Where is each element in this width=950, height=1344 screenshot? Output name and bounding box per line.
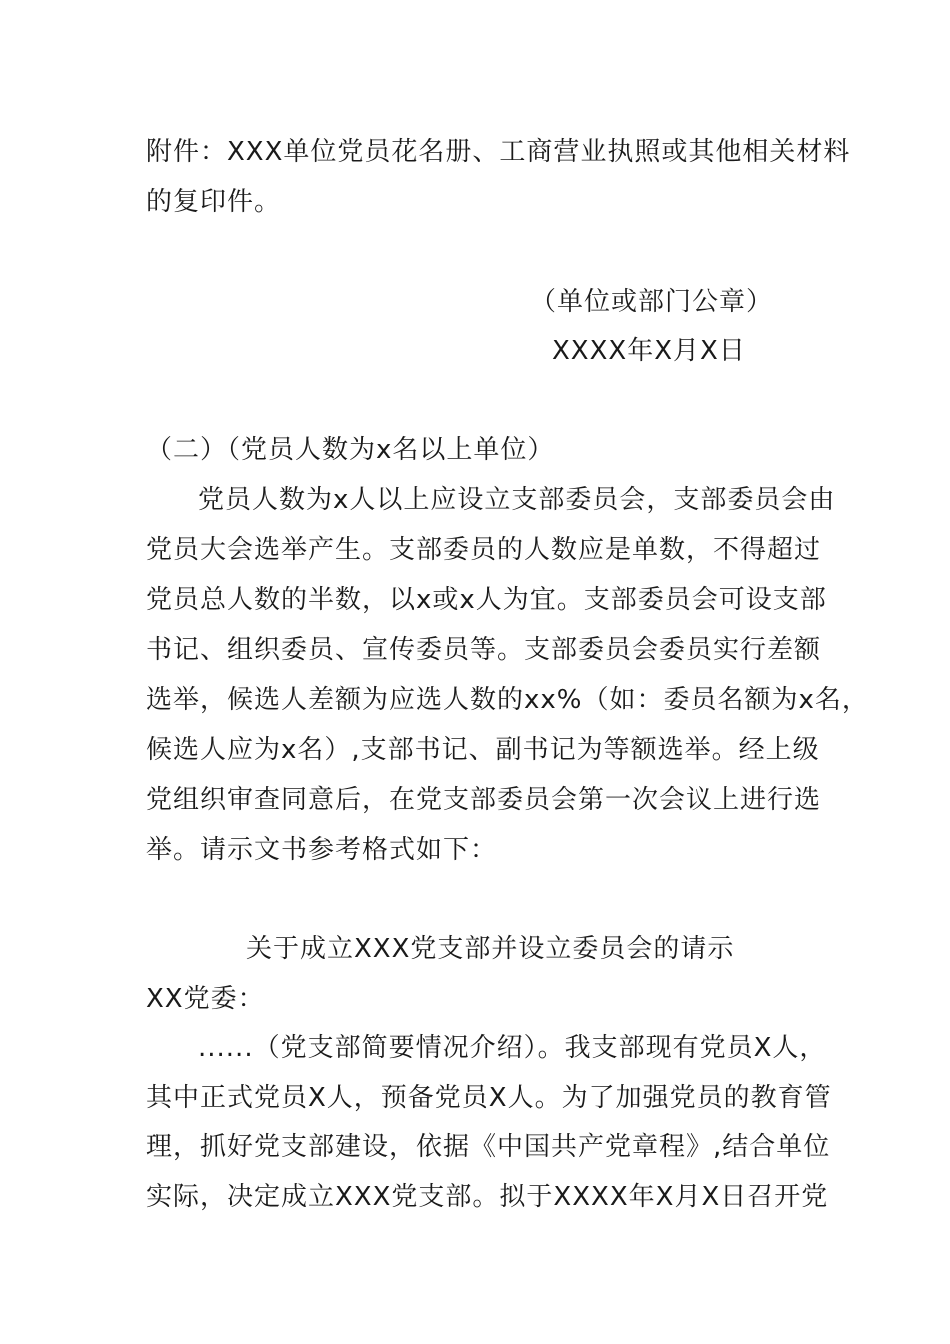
request-body-line: 理，抓好党支部建设，依据《中国共产党章程》,结合单位: [146, 1132, 831, 1162]
request-body-line: 其中正式党员X人，预备党员X人。为了加强党员的教育管: [146, 1083, 832, 1113]
paragraph-line: 党员大会选举产生。支部委员的人数应是单数，不得超过: [146, 535, 822, 565]
request-body-line: ......（党支部简要情况介绍）。我支部现有党员X人，: [198, 1033, 827, 1063]
paragraph-line: 选举，候选人差额为应选人数的xx%（如：委员名额为x名，: [146, 685, 869, 715]
paragraph-line: 党员总人数的半数，以x或x人为宜。支部委员会可设支部: [146, 585, 827, 615]
paragraph-line: 党员人数为x人以上应设立支部委员会，支部委员会由: [198, 485, 836, 515]
paragraph-line: 举。请示文书参考格式如下：: [146, 835, 498, 865]
attachment-line-2: 的复印件。: [146, 187, 282, 217]
request-title: 关于成立XXX党支部并设立委员会的请示: [246, 934, 735, 964]
paragraph-line: 候选人应为x名）,支部书记、副书记为等额选举。经上级: [146, 735, 820, 765]
request-body-line: 实际，决定成立XXX党支部。拟于XXXX年X月X日召开党: [146, 1182, 829, 1212]
request-addressee: XX党委：: [146, 984, 265, 1014]
seal-placeholder: （单位或部门公章）: [530, 287, 774, 317]
section-heading: （二）（党员人数为x名以上单位）: [146, 435, 555, 465]
paragraph-line: 书记、组织委员、宣传委员等。支部委员会委员实行差额: [146, 635, 822, 665]
attachment-line-1: 附件：XXX单位党员花名册、工商营业执照或其他相关材料: [146, 137, 851, 167]
date-line: XXXX年X月X日: [552, 336, 746, 366]
paragraph-line: 党组织审查同意后，在党支部委员会第一次会议上进行选: [146, 785, 822, 815]
